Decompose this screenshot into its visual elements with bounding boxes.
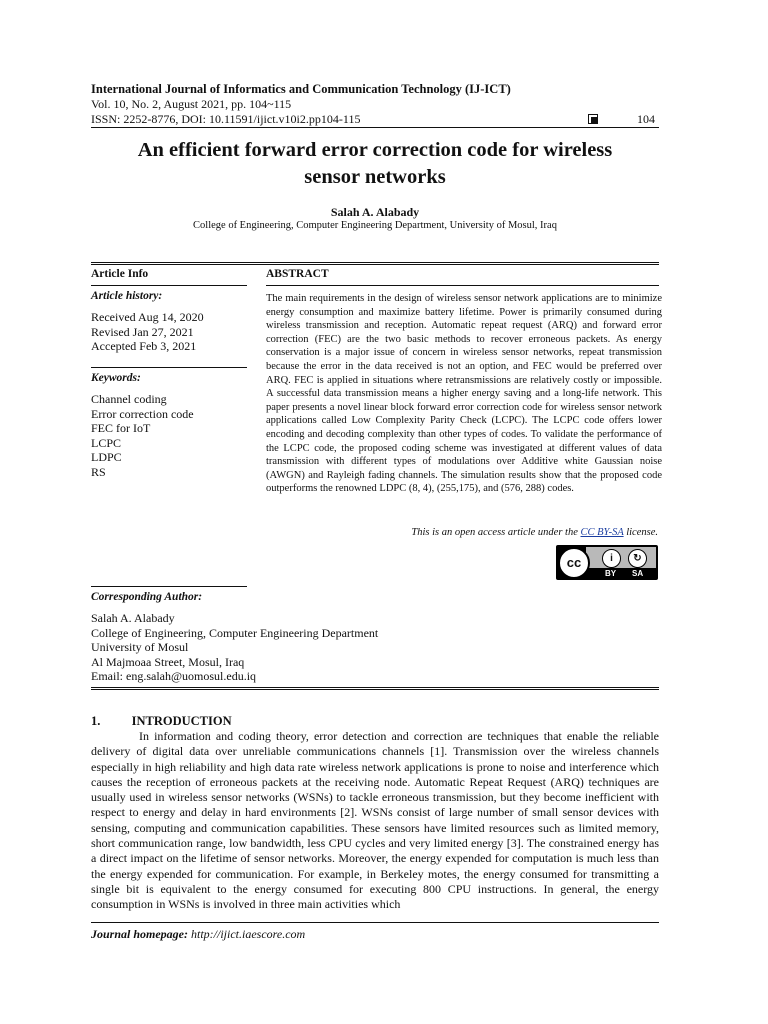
top-rule-2 bbox=[91, 264, 659, 265]
corresponding-details bbox=[91, 611, 378, 684]
corresponding-address: Al Majmoaa Street, Mosul, Iraq bbox=[91, 654, 245, 669]
introduction-heading: 1. INTRODUCTION bbox=[91, 714, 232, 728]
license-prefix: This is an open access article under the bbox=[411, 527, 581, 538]
corresponding-email: Email: eng.salah@uomosul.edu.iq bbox=[91, 669, 257, 683]
cc-by-sa-badge[interactable] bbox=[556, 545, 658, 580]
square-icon bbox=[588, 114, 598, 124]
article-history bbox=[91, 310, 204, 354]
introduction-text bbox=[91, 729, 659, 913]
title-line-2: sensor networks bbox=[304, 166, 446, 188]
top-rule-1 bbox=[91, 262, 659, 263]
paper-title bbox=[90, 137, 660, 191]
author-affiliation: College of Engineering, Computer Engineering Department, University of Mosul, Iraq bbox=[193, 220, 557, 231]
cc-logo-icon: cc bbox=[558, 547, 590, 579]
abstract-text: The main requirements in the design of wireless sensor network applications are to minimize energy consumption and maximize battery lifetime. Power is primarily consumed during wireless transmission and reception. Automatic repeat request (ARQ) and forward error correction (FEC) are the two basic methods to recover erroneous packets. As energy conservation is a major issue of concern in wireless sensor networks, repeat transmission because the error in the data received is not an option, and FEC would be preferred over ARQ. FEC is applied in situations where retransmissions are relatively costly or impossible. A successful data transmission means a higher energy saving and a long-life network. This paper presents a novel linear block forward error correction code for wireless sensor network applications called Low Complexity Parity Check (LCPC). The LCPC code offers lower encoding and decoding complexity than other types of codes. To validate the performance of the LCPC code, the proposed coding scheme was investigated at different values of data transmission with different types of modulations over Additive white Gaussian noise (AWGN) and Rayleigh fading channels. The simulation results show that the proposed code outperforms the renowned LDPC (8, 4), (255,175), and (576, 288) codes. bbox=[266, 293, 662, 495]
keywords-list bbox=[91, 392, 194, 479]
journal-name: International Journal of Informatics and Communication Technology (IJ-ICT) bbox=[91, 82, 511, 96]
corresponding-univ: University of Mosul bbox=[91, 640, 189, 654]
keyword-item: LCPC bbox=[91, 435, 122, 450]
introduction-body: In information and coding theory, error detection and correction are techniques that enable the reliable delivery of digital data over unreliable communications channels [1]. Transmission over the wireless channels especially in high reliability and high data rate wireless network applications is prone to noise and interference which causes the reception of erroneous packets at the receiving node. Automatic Repeat Request (ARQ) techniques are usually used in wireless sensor networks (WSNs) to tackle erroneous transmission, but they become inefficient with respect to energy and delay in hard environments [2]. WSNs consist of large number of small sensor devices with sensing, computing and communication capabilities. These sensors have limited resources such as limited memory, short communication range, low bandwidth, less CPU cycles and very limited energy [3]. The constrained energy has a direct impact on the lifetime of sensor networks. Moreover, the energy expended for computation is much less than the energy expended for communication. For example, in Berkeley motes, the energy consumed for transmitting a single bit is equivalent to the energy consumed for executing 800 CPU instructions. In general, the energy consumption in WSNs is involved in three main activities which bbox=[91, 729, 659, 912]
corresponding-rule bbox=[91, 586, 247, 587]
corresponding-name: Salah A. Alabady bbox=[91, 611, 175, 625]
author-name: Salah A. Alabady bbox=[330, 205, 420, 219]
keyword-item: RS bbox=[91, 464, 106, 479]
volume-line: Vol. 10, No. 2, August 2021, pp. 104~115 bbox=[91, 97, 292, 111]
bottom-rule-1 bbox=[91, 687, 659, 688]
abstract-heading: ABSTRACT bbox=[266, 268, 329, 280]
article-info-heading: Article Info bbox=[91, 268, 149, 280]
page-number: 104 bbox=[637, 112, 655, 126]
license-suffix: license. bbox=[623, 527, 658, 538]
license-note bbox=[300, 527, 658, 538]
badge-by-label: BY bbox=[605, 569, 617, 578]
homepage-label: Journal homepage: bbox=[91, 927, 189, 941]
header-rule bbox=[91, 127, 659, 128]
keywords-heading: Keywords: bbox=[91, 372, 141, 384]
history-revised: Revised Jan 27, 2021 bbox=[91, 324, 194, 339]
keyword-item: FEC for IoT bbox=[91, 421, 151, 435]
bottom-rule-2 bbox=[91, 689, 659, 690]
issn-line: ISSN: 2252-8776, DOI: 10.11591/ijict.v10i2.pp104-115 bbox=[91, 112, 361, 126]
abstract-rule bbox=[266, 285, 659, 286]
badge-sa-label: SA bbox=[632, 569, 644, 578]
cc-by-sa-link[interactable]: CC BY-SA bbox=[580, 527, 624, 538]
journal-homepage bbox=[91, 927, 305, 942]
article-info-rule bbox=[91, 285, 247, 286]
keywords-rule bbox=[91, 367, 247, 368]
keyword-item: Channel coding bbox=[91, 392, 167, 406]
corresponding-heading: Corresponding Author: bbox=[91, 591, 203, 603]
share-alike-icon: ↻ bbox=[628, 549, 647, 568]
title-line-1: An efficient forward error correction code for wireless bbox=[137, 139, 613, 161]
keyword-item: LDPC bbox=[91, 450, 122, 464]
footer-rule bbox=[91, 922, 659, 923]
article-history-heading: Article history: bbox=[91, 290, 163, 302]
keyword-item: Error correction code bbox=[91, 406, 194, 421]
attribution-icon: i bbox=[602, 549, 621, 568]
history-accepted: Accepted Feb 3, 2021 bbox=[91, 339, 197, 353]
history-received: Received Aug 14, 2020 bbox=[91, 310, 204, 324]
corresponding-dept: College of Engineering, Computer Engineering Department bbox=[91, 625, 379, 640]
homepage-url[interactable]: http://ijict.iaescore.com bbox=[191, 927, 306, 941]
